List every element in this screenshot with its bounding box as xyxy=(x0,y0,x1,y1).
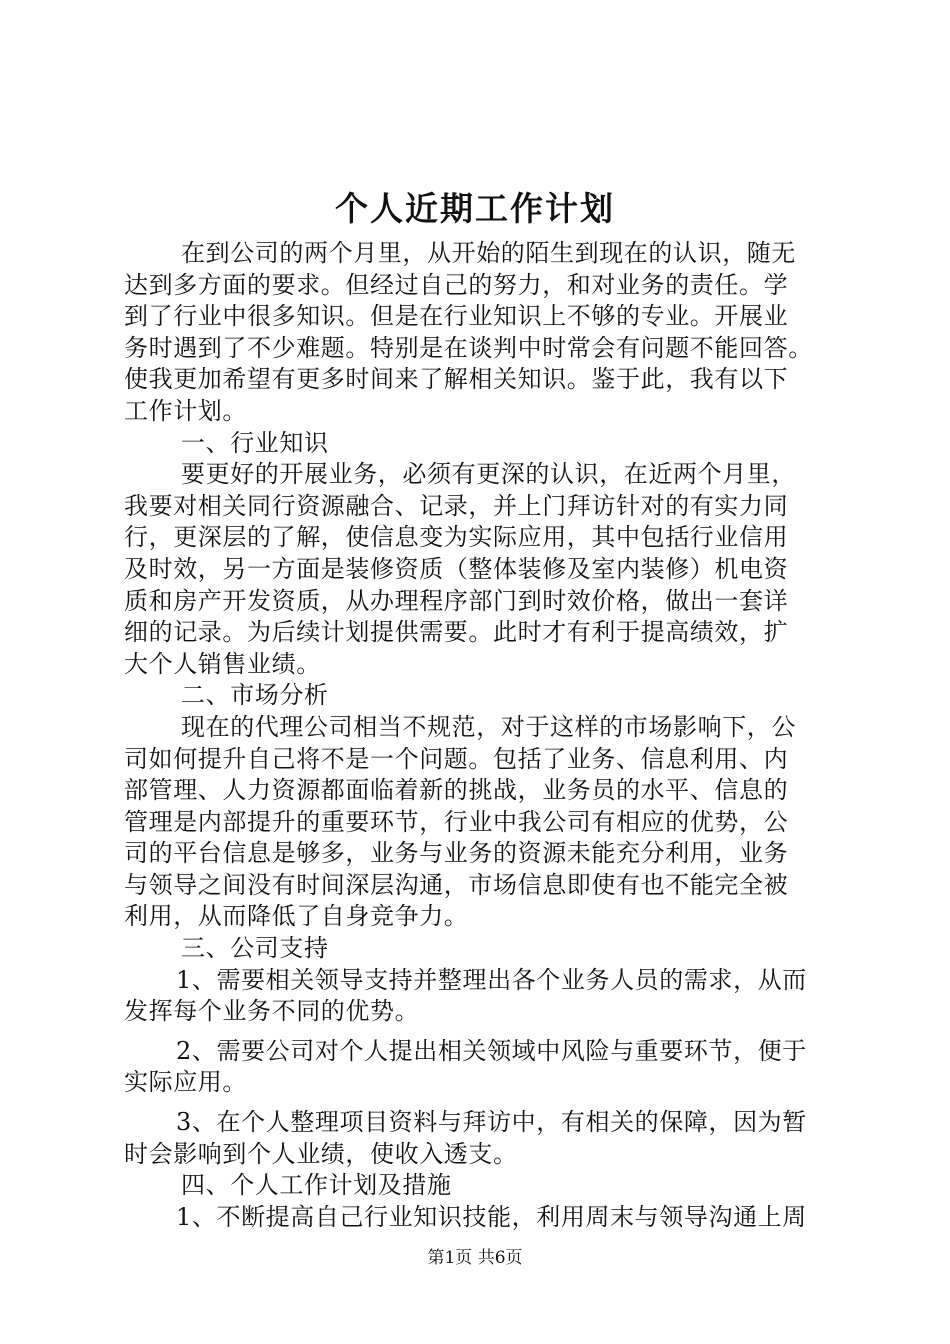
list-item-line: 时会影响到个人业绩，使收入透支。 xyxy=(124,1139,518,1168)
list-item-line: 3、在个人整理项目资料与拜访中，有相关的保障，因为暂 xyxy=(176,1108,807,1137)
paragraph-line: 要更好的开展业务，必须有更深的认识，在近两个月里， xyxy=(181,460,796,489)
section-heading: 一、行业知识 xyxy=(181,428,329,457)
section-heading: 三、公司支持 xyxy=(181,934,329,963)
document-title: 个人近期工作计划 xyxy=(335,189,615,228)
paragraph-line: 管理是内部提升的重要环节，行业中我公司有相应的优势，公 xyxy=(124,807,789,836)
paragraph-line: 在到公司的两个月里，从开始的陌生到现在的认识，随无 xyxy=(181,239,796,267)
page-number-footer: 第1页 共6页 xyxy=(427,1248,523,1268)
paragraph-line: 使我更加希望有更多时间来了解相关知识。鉴于此，我有以下 xyxy=(124,365,789,394)
list-item-line: 1、不断提高自己行业知识技能，利用周末与领导沟通上周 xyxy=(176,1202,807,1231)
list-item-line: 2、需要公司对个人提出相关领域中风险与重要环节，便于 xyxy=(176,1036,807,1065)
paragraph-line: 与领导之间没有时间深层沟通，市场信息即使有也不能完全被 xyxy=(124,870,789,899)
paragraph-line: 到了行业中很多知识。但是在行业知识上不够的专业。开展业 xyxy=(124,302,789,331)
paragraph-line: 司如何提升自己将不是一个问题。包括了业务、信息利用、内 xyxy=(124,744,789,773)
paragraph-line: 现在的代理公司相当不规范，对于这样的市场影响下，公 xyxy=(181,712,796,741)
paragraph-line: 司的平台信息是够多，业务与业务的资源未能充分利用，业务 xyxy=(124,839,789,868)
paragraph-line: 工作计划。 xyxy=(124,396,247,425)
paragraph-line: 大个人销售业绩。 xyxy=(124,649,321,678)
section-heading: 四、个人工作计划及措施 xyxy=(181,1171,452,1200)
paragraph-line: 及时效，另一方面是装修资质（整体装修及室内装修）机电资 xyxy=(124,554,789,583)
paragraph-line: 质和房产开发资质，从办理程序部门到时效价格，做出一套详 xyxy=(124,586,789,615)
paragraph-line: 务时遇到了不少难题。特别是在谈判中时常会有问题不能回答。 xyxy=(124,333,813,362)
list-item-line: 1、需要相关领导支持并整理出各个业务人员的需求，从而 xyxy=(176,965,807,994)
paragraph-line: 部管理、人力资源都面临着新的挑战，业务员的水平、信息的 xyxy=(124,776,789,805)
list-item-line: 实际应用。 xyxy=(124,1068,247,1097)
paragraph-line: 利用，从而降低了自身竞争力。 xyxy=(124,902,469,931)
paragraph-line: 达到多方面的要求。但经过自己的努力，和对业务的责任。学 xyxy=(124,270,789,299)
list-item-line: 发挥每个业务不同的优势。 xyxy=(124,997,420,1026)
paragraph-line: 行，更深层的了解，使信息变为实际应用，其中包括行业信用 xyxy=(124,523,789,552)
paragraph-line: 我要对相关同行资源融合、记录，并上门拜访针对的有实力同 xyxy=(124,491,789,520)
section-heading: 二、市场分析 xyxy=(181,681,329,710)
document-body xyxy=(124,238,834,1233)
paragraph-line: 细的记录。为后续计划提供需要。此时才有利于提高绩效，扩 xyxy=(124,618,789,647)
